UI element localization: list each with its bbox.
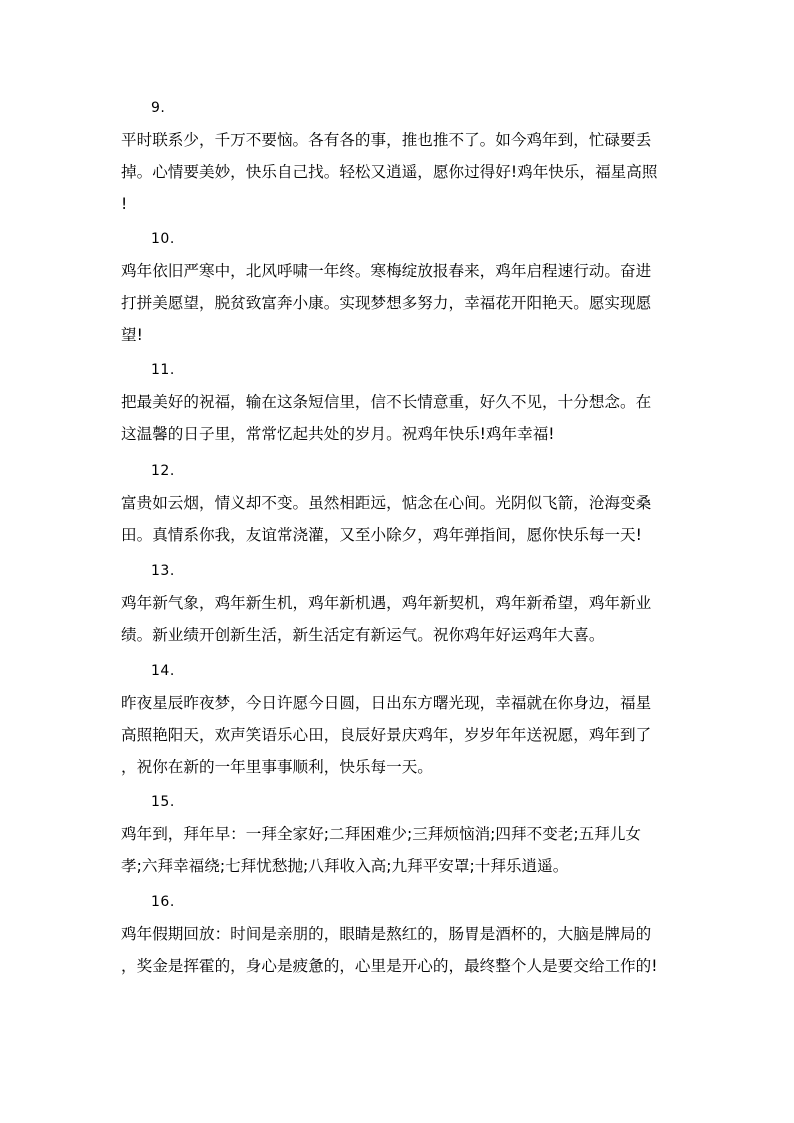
entry-text-line: 高照艳阳天，欢声笑语乐心田，良辰好景庆鸡年，岁岁年年送祝愿，鸡年到了 (121, 726, 652, 744)
entry-text-line: ，祝你在新的一年里事事顺利，快乐每一天。 (121, 758, 433, 776)
entry-text-line: 鸡年新气象，鸡年新生机，鸡年新机遇，鸡年新契机，鸡年新希望，鸡年新业 (121, 594, 652, 612)
entry-number: 12. (151, 463, 175, 479)
entry-text-line: 平时联系少，千万不要恼。各有各的事，推也推不了。如今鸡年到，忙碌要丢 (121, 131, 652, 149)
entry-number: 11. (151, 362, 175, 378)
entry-number: 15. (151, 794, 175, 810)
entry-text-line: 富贵如云烟，情义却不变。虽然相距远，惦念在心间。光阴似飞箭，沧海变桑 (121, 494, 652, 512)
entry-text-line: 把最美好的祝福，输在这条短信里，信不长情意重，好久不见，十分想念。在 (121, 393, 652, 411)
entry-10 (121, 229, 681, 351)
entry-number: 9. (151, 100, 166, 116)
entry-9 (121, 98, 681, 220)
entry-text-line: 绩。新业绩开创新生活，新生活定有新运气。祝你鸡年好运鸡年大喜。 (121, 626, 605, 644)
entry-number: 14. (151, 663, 175, 679)
entry-number: 10. (151, 231, 175, 247)
entry-text-line: 打拼美愿望，脱贫致富奔小康。实现梦想多努力，幸福花开阳艳天。愿实现愿 (121, 294, 652, 312)
entry-15 (121, 792, 681, 882)
entry-13 (121, 561, 681, 651)
entry-12 (121, 461, 681, 551)
entry-number: 13. (151, 563, 175, 579)
entry-text-line: ，奖金是挥霍的，身心是疲惫的，心里是开心的，最终整个人是要交给工作的! (121, 957, 658, 975)
entry-text-line: 掉。心情要美妙，快乐自己找。轻松又逍遥，愿你过得好!鸡年快乐，福星高照 (121, 163, 658, 181)
entry-text-line: 昨夜星辰昨夜梦，今日许愿今日圆，日出东方曙光现，幸福就在你身边，福星 (121, 694, 652, 712)
entry-text-line: ! (121, 195, 128, 213)
entry-text-line: 田。真情系你我，友谊常浇灌，又至小除夕，鸡年弹指间，愿你快乐每一天! (121, 526, 642, 544)
entry-text-line: 望! (121, 326, 143, 344)
entry-text-line: 鸡年到，拜年早：一拜全家好;二拜困难少;三拜烦恼消;四拜不变老;五拜儿女 (121, 825, 642, 843)
entry-text-line: 鸡年依旧严寒中，北风呼啸一年终。寒梅绽放报春来，鸡年启程速行动。奋进 (121, 262, 652, 280)
entry-text-line: 孝;六拜幸福绕;七拜忧愁抛;八拜收入高;九拜平安罩;十拜乐逍遥。 (121, 857, 569, 875)
entry-11 (121, 360, 681, 450)
entry-text-line: 这温馨的日子里，常常忆起共处的岁月。祝鸡年快乐!鸡年幸福! (121, 425, 555, 443)
entry-number: 16. (151, 894, 175, 910)
entry-16 (121, 892, 681, 982)
entry-text-line: 鸡年假期回放：时间是亲朋的，眼睛是熬红的，肠胃是酒杯的，大脑是牌局的 (121, 925, 652, 943)
entry-14 (121, 661, 681, 783)
